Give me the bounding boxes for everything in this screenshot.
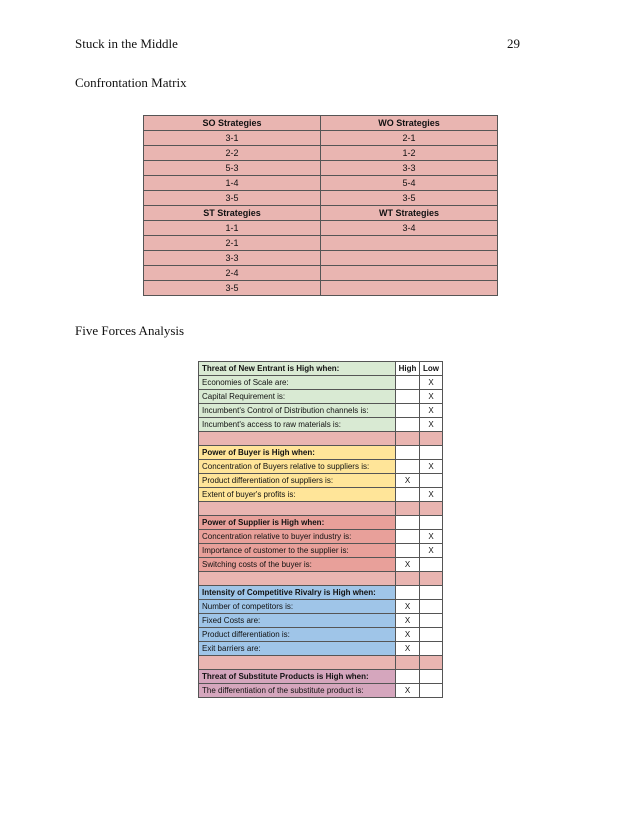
force-title: Power of Buyer is High when:: [199, 446, 396, 460]
force-item-label: Importance of customer to the supplier is:: [199, 544, 396, 558]
force-item-row: [199, 558, 443, 572]
confrontation-matrix-table: [143, 115, 498, 296]
high-mark: [396, 432, 420, 446]
matrix-cell: 3-5: [144, 281, 321, 296]
matrix-cell: 3-3: [321, 161, 498, 176]
matrix-cell: 3-5: [321, 191, 498, 206]
force-item-label: Number of competitors is:: [199, 600, 396, 614]
force-title-row: [199, 446, 443, 460]
low-mark: [420, 642, 443, 656]
matrix-cell: 5-4: [321, 176, 498, 191]
high-mark: X: [396, 474, 420, 488]
force-item-label: Concentration of Buyers relative to suppliers is:: [199, 460, 396, 474]
high-mark: [396, 502, 420, 516]
matrix-cell: 3-5: [144, 191, 321, 206]
low-mark: [420, 474, 443, 488]
high-mark: X: [396, 684, 420, 698]
matrix-cell: 2-4: [144, 266, 321, 281]
matrix-cell: 2-1: [144, 236, 321, 251]
force-item-row: [199, 530, 443, 544]
matrix-cell: 2-2: [144, 146, 321, 161]
force-item-label: Incumbent's access to raw materials is:: [199, 418, 396, 432]
high-mark: X: [396, 642, 420, 656]
force-title: Power of Supplier is High when:: [199, 516, 396, 530]
high-mark: [396, 670, 420, 684]
low-mark: [420, 502, 443, 516]
force-item-label: Extent of buyer's profits is:: [199, 488, 396, 502]
high-mark: [396, 418, 420, 432]
force-title: Threat of New Entrant is High when:: [199, 362, 396, 376]
force-item-row: [199, 404, 443, 418]
force-title-row: [199, 586, 443, 600]
force-item-row: [199, 684, 443, 698]
force-title-row: [199, 362, 443, 376]
spacer-row: [199, 572, 443, 586]
high-mark: [396, 516, 420, 530]
low-mark: [420, 586, 443, 600]
spacer-row: [199, 502, 443, 516]
matrix-cell: [321, 281, 498, 296]
matrix-row: [144, 116, 498, 131]
low-mark: [420, 600, 443, 614]
matrix-row: [144, 176, 498, 191]
force-item-label: The differentiation of the substitute product is:: [199, 684, 396, 698]
matrix-row: [144, 161, 498, 176]
force-item-label: Economies of Scale are:: [199, 376, 396, 390]
force-item-label: Fixed Costs are:: [199, 614, 396, 628]
matrix-cell: 1-1: [144, 221, 321, 236]
matrix-row: [144, 221, 498, 236]
low-mark: X: [420, 460, 443, 474]
low-mark: [420, 684, 443, 698]
matrix-cell: 1-4: [144, 176, 321, 191]
high-mark: [396, 544, 420, 558]
low-mark: [420, 516, 443, 530]
high-mark: X: [396, 614, 420, 628]
low-mark: X: [420, 390, 443, 404]
matrix-cell: 5-3: [144, 161, 321, 176]
matrix-row: [144, 266, 498, 281]
matrix-cell: [321, 236, 498, 251]
high-mark: X: [396, 628, 420, 642]
low-mark: [420, 558, 443, 572]
matrix-cell: 2-1: [321, 131, 498, 146]
high-mark: X: [396, 600, 420, 614]
low-mark: X: [420, 418, 443, 432]
force-item-row: [199, 488, 443, 502]
force-item-label: Product differentiation of suppliers is:: [199, 474, 396, 488]
force-item-row: [199, 390, 443, 404]
force-item-row: [199, 600, 443, 614]
low-mark: X: [420, 530, 443, 544]
low-mark: X: [420, 404, 443, 418]
force-item-row: [199, 544, 443, 558]
force-item-label: Exit barriers are:: [199, 642, 396, 656]
high-mark: [396, 530, 420, 544]
low-mark: [420, 572, 443, 586]
matrix-cell: 3-4: [321, 221, 498, 236]
matrix-row: [144, 191, 498, 206]
high-column-header: High: [396, 362, 420, 376]
matrix-header-cell: ST Strategies: [144, 206, 321, 221]
low-mark: [420, 656, 443, 670]
matrix-header-cell: WT Strategies: [321, 206, 498, 221]
force-item-label: [199, 656, 396, 670]
page-number: 29: [507, 36, 520, 51]
five-forces-table: [198, 361, 443, 698]
force-item-label: Capital Requirement is:: [199, 390, 396, 404]
low-mark: [420, 614, 443, 628]
force-item-row: [199, 376, 443, 390]
force-item-row: [199, 614, 443, 628]
matrix-row: [144, 131, 498, 146]
high-mark: [396, 656, 420, 670]
low-mark: X: [420, 544, 443, 558]
force-item-label: Concentration relative to buyer industry is:: [199, 530, 396, 544]
force-item-row: [199, 642, 443, 656]
matrix-row: [144, 146, 498, 161]
force-item-label: Switching costs of the buyer is:: [199, 558, 396, 572]
high-mark: [396, 390, 420, 404]
force-item-label: Incumbent's Control of Distribution channels is:: [199, 404, 396, 418]
five-forces-heading: Five Forces Analysis: [75, 323, 185, 338]
high-mark: [396, 586, 420, 600]
confrontation-matrix-heading: Confrontation Matrix: [75, 75, 187, 90]
matrix-cell: 1-2: [321, 146, 498, 161]
force-item-row: [199, 628, 443, 642]
force-item-label: Product differentiation is:: [199, 628, 396, 642]
high-mark: [396, 572, 420, 586]
matrix-header-cell: SO Strategies: [144, 116, 321, 131]
matrix-cell: 3-1: [144, 131, 321, 146]
high-mark: X: [396, 558, 420, 572]
force-title: Intensity of Competitive Rivalry is High when:: [199, 586, 396, 600]
matrix-row: [144, 236, 498, 251]
high-mark: [396, 446, 420, 460]
high-mark: [396, 404, 420, 418]
matrix-header-cell: WO Strategies: [321, 116, 498, 131]
low-mark: [420, 628, 443, 642]
low-mark: [420, 446, 443, 460]
matrix-cell: [321, 251, 498, 266]
matrix-row: [144, 206, 498, 221]
force-item-row: [199, 460, 443, 474]
high-mark: [396, 376, 420, 390]
low-mark: [420, 670, 443, 684]
force-item-row: [199, 418, 443, 432]
force-item-label: [199, 502, 396, 516]
low-column-header: Low: [420, 362, 443, 376]
force-title-row: [199, 516, 443, 530]
spacer-row: [199, 656, 443, 670]
force-title-row: [199, 670, 443, 684]
force-item-row: [199, 474, 443, 488]
spacer-row: [199, 432, 443, 446]
matrix-row: [144, 281, 498, 296]
force-title: Threat of Substitute Products is High when:: [199, 670, 396, 684]
force-item-label: [199, 572, 396, 586]
matrix-cell: [321, 266, 498, 281]
high-mark: [396, 460, 420, 474]
low-mark: [420, 432, 443, 446]
matrix-cell: 3-3: [144, 251, 321, 266]
matrix-row: [144, 251, 498, 266]
low-mark: X: [420, 376, 443, 390]
high-mark: [396, 488, 420, 502]
force-item-label: [199, 432, 396, 446]
low-mark: X: [420, 488, 443, 502]
running-head: Stuck in the Middle: [75, 36, 178, 51]
